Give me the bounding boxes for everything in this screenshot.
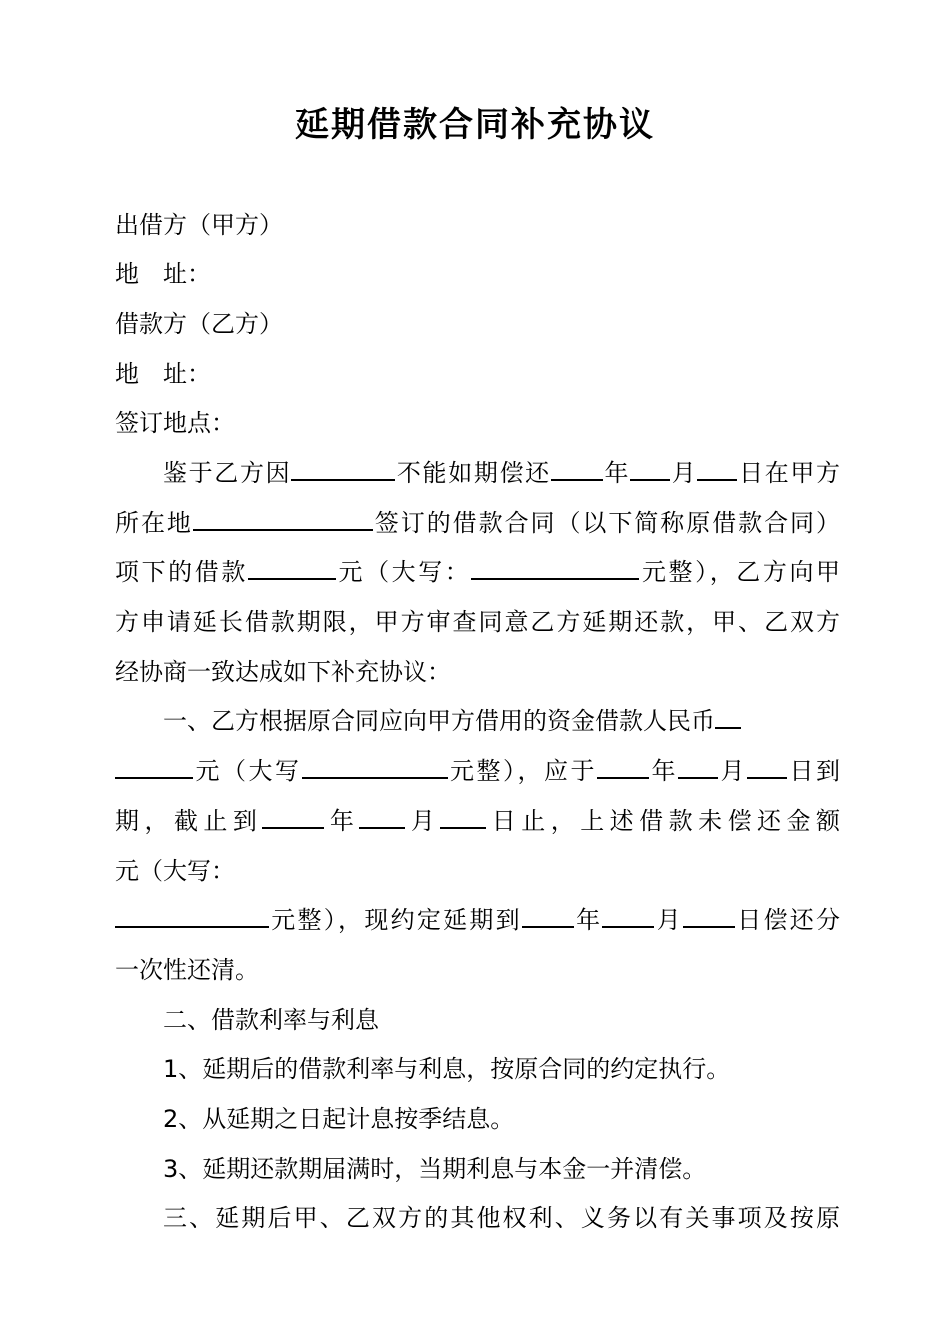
clause-text: 元整），现约定延期到: [269, 906, 522, 934]
clause-text: 年: [649, 757, 678, 785]
preamble-text: 不能如期偿还: [395, 459, 551, 487]
clause1-line-6: 一次性还清。: [115, 956, 259, 984]
clause3-line-1: 三、延期后甲、乙双方的其他权利、义务以有关事项及按原: [163, 1204, 840, 1232]
preamble-text: 元整），乙方向甲: [639, 558, 841, 586]
amount-words-blank: [302, 753, 448, 779]
month-blank: [359, 803, 405, 829]
preamble-line-4: 方申请延长借款期限，甲方审查同意乙方延期还款，甲、乙双方: [115, 608, 840, 636]
preamble-text: 鉴于乙方因: [163, 459, 292, 487]
preamble-text: 月: [670, 459, 698, 487]
month-blank: [602, 902, 654, 928]
amount-words-blank: [471, 554, 639, 580]
clause2-item-2: 2、从延期之日起计息按季结息。: [163, 1105, 515, 1133]
preamble-line-1: [163, 455, 840, 491]
day-blank: [747, 753, 787, 779]
clause-text: 月: [718, 757, 747, 785]
clause1-line-5: [115, 902, 840, 938]
rmb-amount-blank: [715, 703, 741, 729]
borrower-label: 借款方（乙方）: [115, 310, 283, 338]
clause-text: 月: [405, 807, 441, 835]
document-title: 延期借款合同补充协议: [295, 105, 655, 145]
preamble-text: 项下的借款: [115, 558, 248, 586]
clause-text: 元整），应于: [447, 757, 597, 785]
clause1-line-4: 元（大写：: [115, 857, 235, 885]
signing-place-label: 签订地点：: [115, 409, 235, 437]
lender-label: 出借方（甲方）: [115, 211, 283, 239]
day-blank: [683, 902, 735, 928]
clause2-heading: 二、借款利率与利息: [163, 1006, 379, 1034]
clause1-line-1: [163, 703, 840, 739]
month-blank: [630, 455, 670, 481]
clause-text: 年: [573, 906, 603, 934]
clause-text: 日偿还分: [734, 906, 841, 934]
month-blank: [678, 753, 718, 779]
clause-text: 日到: [787, 757, 840, 785]
year-blank: [551, 455, 603, 481]
clause2-item-3: 3、延期还款期届满时，当期利息与本金一并清偿。: [163, 1155, 707, 1183]
clause-text: 月: [654, 906, 683, 934]
preamble-text: 元（大写：: [335, 558, 472, 586]
day-blank: [440, 803, 486, 829]
day-blank: [697, 455, 737, 481]
clause2-item-1: 1、延期后的借款利率与利息，按原合同的约定执行。: [163, 1055, 731, 1083]
preamble-line-5: 经协商一致达成如下补充协议：: [115, 658, 451, 686]
lender-address-label: 地 址：: [115, 260, 211, 288]
amount-blank: [248, 554, 336, 580]
clause-text: 年: [324, 807, 360, 835]
preamble-text: 年: [602, 459, 631, 487]
year-blank: [522, 902, 574, 928]
amount-words-blank: [115, 902, 269, 928]
preamble-text: 所在地: [115, 509, 193, 537]
clause-text: 期，截止到: [115, 807, 263, 835]
location-blank: [193, 505, 373, 531]
reason-blank: [291, 455, 395, 481]
preamble-line-3: [115, 554, 840, 590]
clause-text: 元（大写: [193, 757, 302, 785]
preamble-line-2: [115, 505, 840, 541]
rmb-amount-cont-blank: [115, 753, 193, 779]
clause-text: 日止，上述借款未偿还金额: [486, 807, 841, 835]
year-blank: [597, 753, 649, 779]
clause1-line-3: [115, 803, 840, 839]
clause1-line-2: [115, 753, 840, 789]
year-blank: [262, 803, 324, 829]
preamble-text: 签订的借款合同（以下简称原借款合同）: [372, 509, 841, 537]
preamble-text: 日在甲方: [737, 459, 841, 487]
borrower-address-label: 地 址：: [115, 360, 211, 388]
clause-text: 一、乙方根据原合同应向甲方借用的资金借款人民币: [163, 707, 715, 735]
